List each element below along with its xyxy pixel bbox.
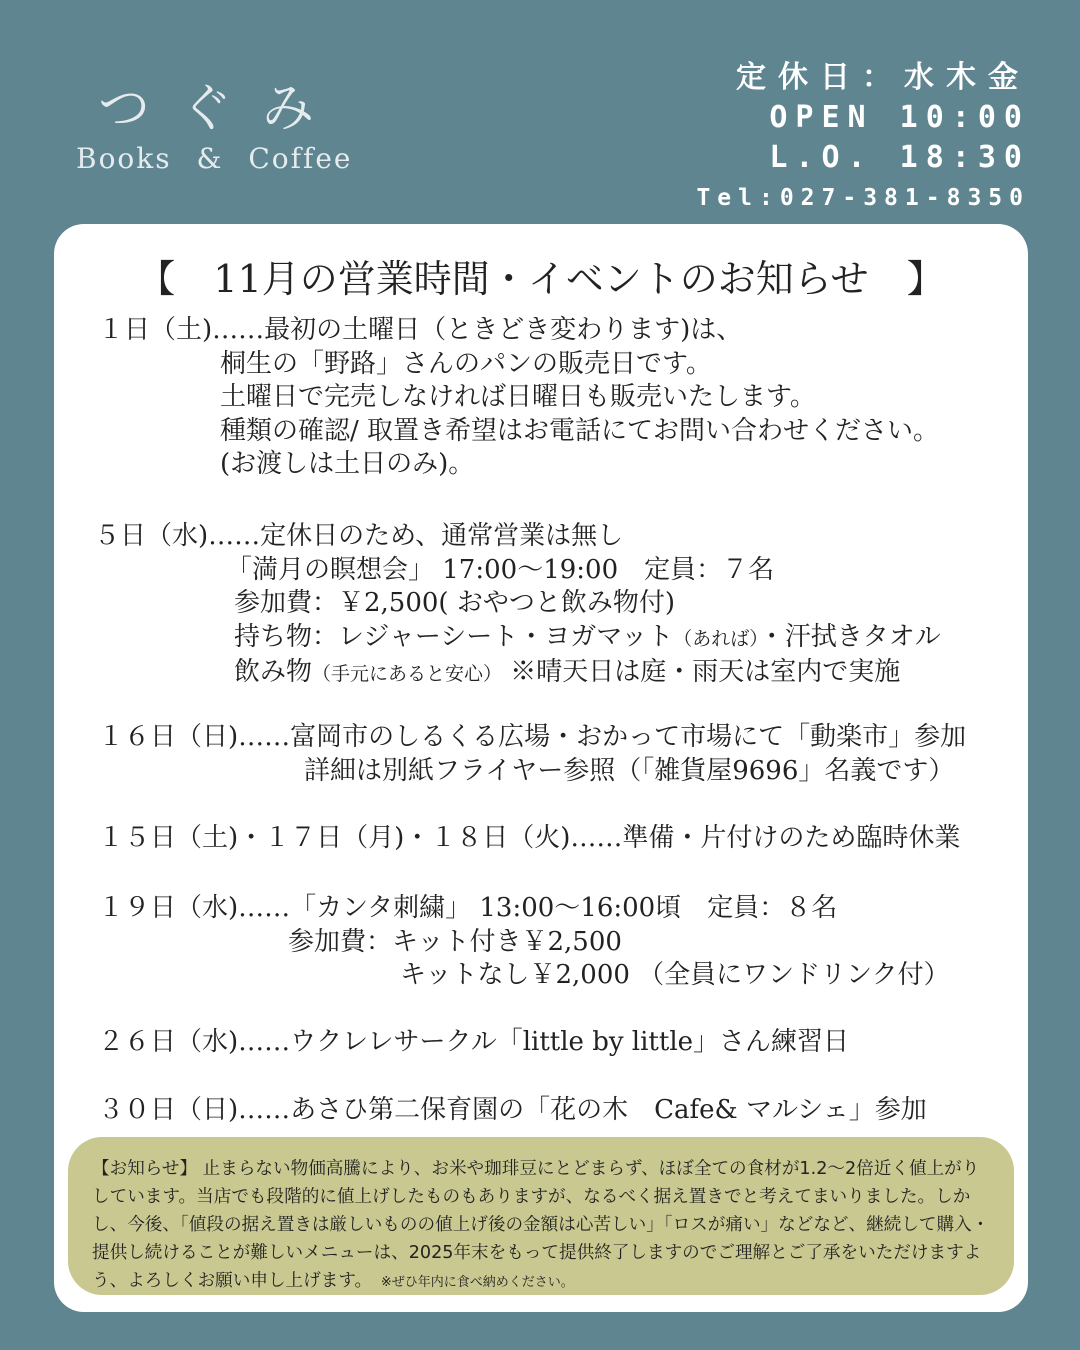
event-day30 xyxy=(98,1094,927,1128)
event-day5 xyxy=(94,520,941,692)
event-line xyxy=(94,656,941,692)
event-line: 詳細は別紙フライヤー参照（「雑貨屋9696」名義です） xyxy=(304,755,955,786)
notice-body: 【お知らせ】 止まらない物価高騰により、お米や珈琲豆にとどまらず、ほぼ全ての食材が1.2～2倍近く値上がりしています。当店でも段階的に値上げしたものもありますが、なるべく据え置きでと考えてまいりました。しかし、今後、「値段の据え置きは厳しいものの値上げ後の金額は心苦しい」「ロスが痛い」などなど、継続して購入・提供し続けることが難しいメニューは、2025年末をもって提供終了しますのでご理解とご了承をいただけますよう、よろしくお願い申し上げます。 xyxy=(92,1159,990,1291)
event-line: ２６日（水)……ウクレレサークル「little by little」さん練習日 xyxy=(98,1027,850,1057)
event-line: １日（土)……最初の土曜日（ときどき変わります)は、 xyxy=(98,315,743,345)
event-line: 土曜日で完売しなければ日曜日も販売いたします。 xyxy=(220,382,816,412)
shop-info xyxy=(696,58,1030,218)
event-text: ※晴天日は庭・雨天は室内で実施 xyxy=(510,657,901,687)
event-text: 持ち物：レジャーシート・ヨガマット xyxy=(234,621,674,652)
event-line: １５日（土)・１７日（月)・１８日（火)……準備・片付けのため臨時休業 xyxy=(98,823,961,853)
notice-footnote: ※ぜひ年内に食べ納めください。 xyxy=(380,1275,574,1290)
event-line: 参加費：キット付き￥2,500 xyxy=(288,926,622,957)
event-line: 種類の確認/ 取置き希望はお電話にてお問い合わせください。 xyxy=(220,415,940,446)
event-day16 xyxy=(98,721,966,788)
event-day19 xyxy=(98,892,950,993)
page-title: 【 11月の営業時間・イベントのお知らせ 】 xyxy=(137,257,945,301)
event-day26 xyxy=(98,1026,849,1060)
announcement-card xyxy=(54,224,1028,1312)
event-line: 参加費：￥2,500( おやつと飲み物付) xyxy=(234,588,675,618)
event-line xyxy=(94,621,941,657)
event-line: ３０日（日)……あさひ第二保育園の「花の木 Cafe& マルシェ」参加 xyxy=(98,1095,927,1125)
event-line: １６日（日)……富岡市のしるくる広場・おかって市場にて「動楽市」参加 xyxy=(98,722,967,752)
event-text: 飲み物 xyxy=(234,657,313,687)
event-line: ５日（水)……定休日のため、通常営業は無し xyxy=(94,521,624,551)
telephone: Tel:027-381-8350 xyxy=(696,185,1030,211)
closed-days: 定休日：水木金 xyxy=(736,60,1030,95)
event-line: (お渡しは土日のみ)。 xyxy=(220,449,475,479)
event-line: １９日（水)……「カンタ刺繍」 13:00～16:00頃 定員：８名 xyxy=(98,893,838,923)
opening-time: OPEN 10:00 xyxy=(769,100,1030,135)
event-line: キットなし￥2,000 （全員にワンドリンク付） xyxy=(400,960,950,990)
notice-text xyxy=(68,1137,1014,1297)
event-note: （あれば） xyxy=(673,627,759,650)
logo-title: つぐみ xyxy=(98,79,345,139)
logo-subtitle: Books & Coffee xyxy=(76,142,353,175)
event-note: （手元にあると安心） xyxy=(312,663,503,685)
notice-box xyxy=(68,1137,1014,1295)
event-text: ・汗拭きタオル xyxy=(758,621,941,652)
event-line: 桐生の「野路」さんのパンの販売日です。 xyxy=(220,348,712,379)
event-day1 xyxy=(98,314,939,482)
last-order-time: L.O. 18:30 xyxy=(769,140,1030,175)
event-day15 xyxy=(98,822,960,856)
event-line: 「満月の瞑想会」 17:00～19:00 定員：７名 xyxy=(226,554,775,585)
